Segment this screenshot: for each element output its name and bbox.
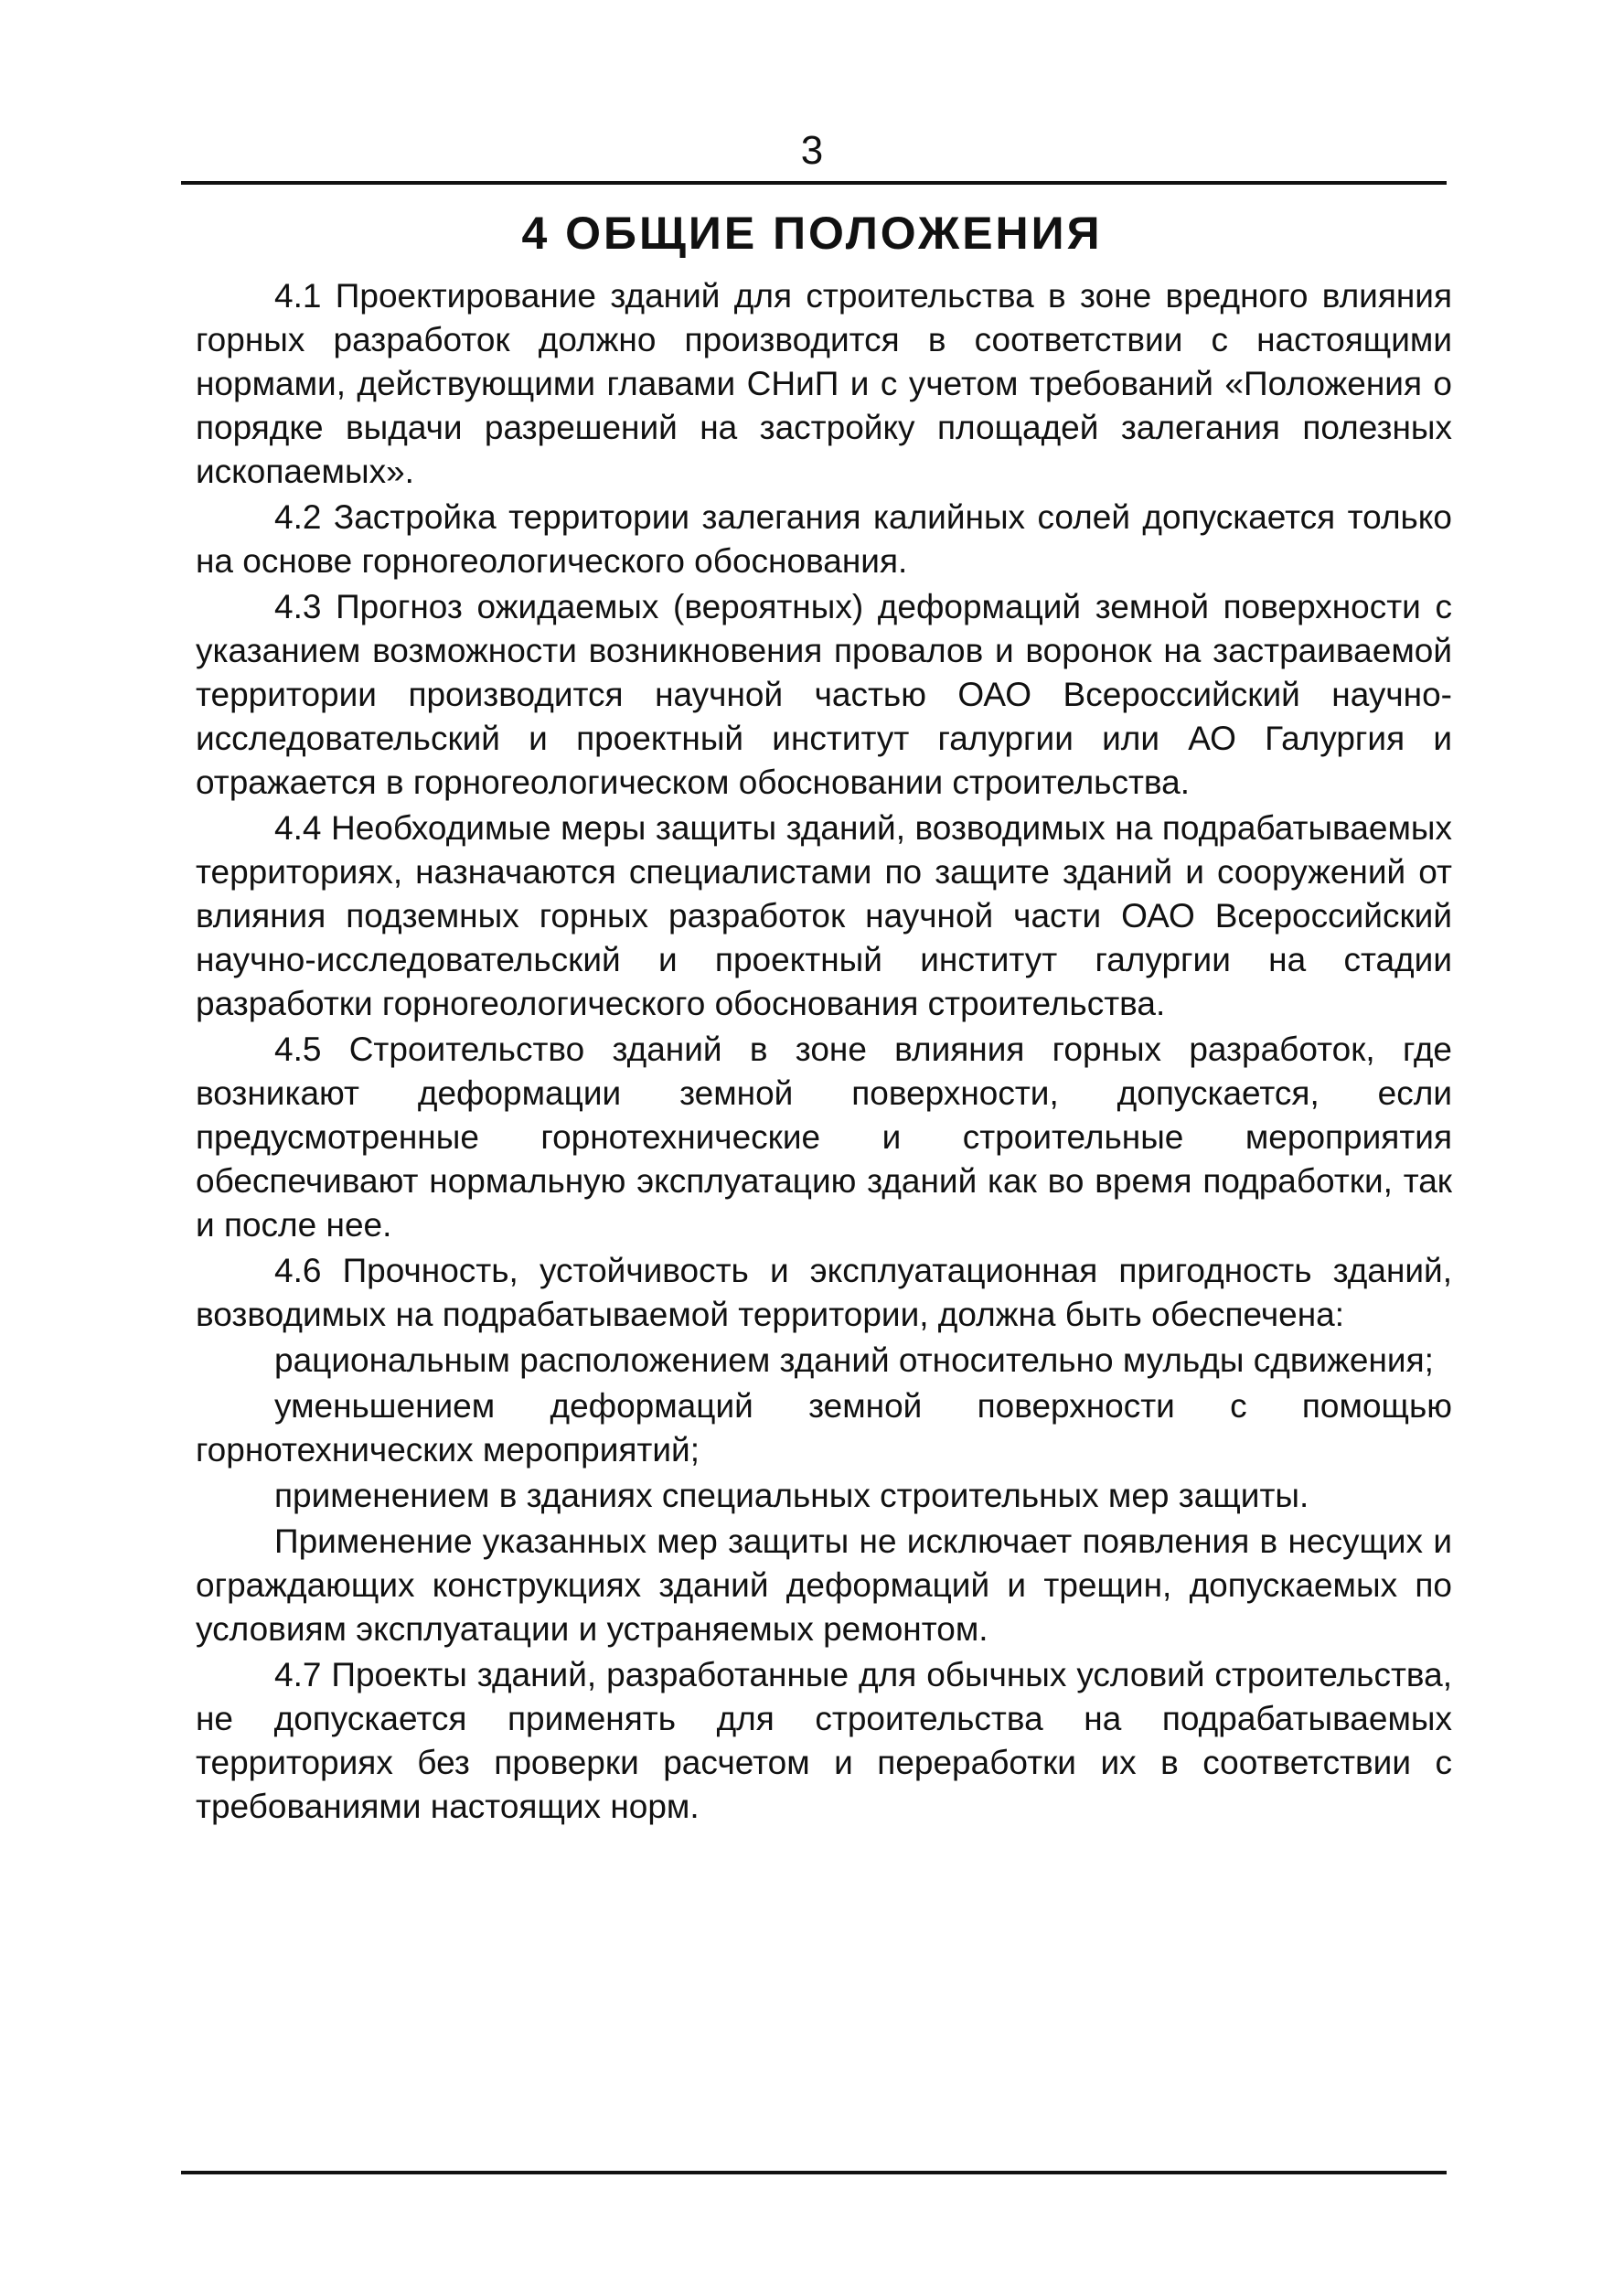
paragraph-4-3: 4.3 Прогноз ожидаемых (вероятных) деформаций земной поверхности с указанием возможности возникновения провалов и воронок на застраиваемой территории производится научной частью ОАО Всероссийский научно-исследовательский и проектный институт галургии или АО Галургия и отражается в горногеологическом обосновании строительства.: [196, 588, 1452, 801]
paragraph-4-2: 4.2 Застройка территории залегания калийных солей допускается только на основе горногеологического обоснования.: [196, 498, 1452, 580]
paragraph-protection-note: Применение указанных мер защиты не исключает появления в несущих и ограждающих конструкциях зданий деформаций и трещин, допускаемых по условиям эксплуатации и устраняемых ремонтом.: [196, 1522, 1452, 1648]
section-title: 4 ОБЩИЕ ПОЛОЖЕНИЯ: [521, 208, 1103, 259]
paragraph-4-5: 4.5 Строительство зданий в зоне влияния горных разработок, где возникают деформации земной поверхности, допускается, если предусмотренные горнотехнические и строительные мероприятия обеспечивают нормальную эксплуатацию зданий как во время подработки, так и после нее.: [196, 1031, 1452, 1244]
list-item-location: рациональным расположением зданий относительно мульды сдвижения;: [274, 1341, 1434, 1379]
header-rule: [181, 181, 1447, 185]
section-body: [196, 274, 1452, 1831]
paragraph-4-7: 4.7 Проекты зданий, разработанные для обычных условий строительства, не допускается применять для строительства на подрабатываемых территориях без проверки расчетом и переработки их в соответствии с требованиями настоящих норм.: [196, 1656, 1452, 1825]
paragraph-4-1: 4.1 Проектирование зданий для строительства в зоне вредного влияния горных разработок должно производится в соответствии с настоящими нормами, действующими главами СНиП и с учетом требований «Положения о порядке выдачи разрешений на застройку площадей залегания полезных ископаемых».: [196, 277, 1452, 490]
paragraph-4-6: 4.6 Прочность, устойчивость и эксплуатационная пригодность зданий, возводимых на подрабатываемой территории, должна быть обеспечена:: [196, 1252, 1452, 1333]
list-item-building-protection: применением в зданиях специальных строительных мер защиты.: [274, 1477, 1309, 1514]
list-item-mining-measures: уменьшением деформаций земной поверхности с помощью горнотехнических мероприятий;: [196, 1387, 1452, 1469]
paragraph-4-4: 4.4 Необходимые меры защиты зданий, возводимых на подрабатываемых территориях, назначаются специалистами по защите зданий и сооружений от влияния подземных горных разработок научной части ОАО Всероссийский научно-исследовательский и проектный институт галургии на стадии разработки горногеологического обоснования строительства.: [196, 809, 1452, 1022]
page-number: 3: [800, 128, 824, 173]
footer-rule: [181, 2171, 1447, 2174]
